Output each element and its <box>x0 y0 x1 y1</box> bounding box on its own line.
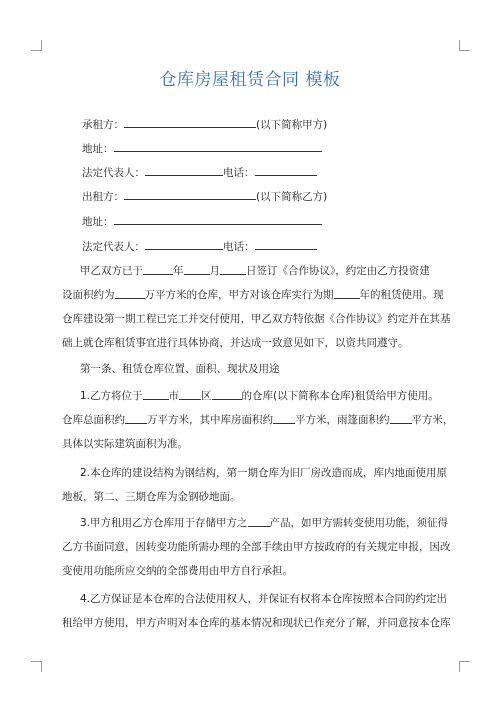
address1-label: 地址： <box>82 143 114 155</box>
document-title <box>0 65 500 90</box>
address1-row <box>82 140 322 156</box>
lessor-label: 出租方： <box>82 191 124 203</box>
lessor-suffix: (以下简称乙方) <box>256 191 328 203</box>
clause1-line-2: 仓库总面积约 万平方米，其中库房面积约 平方米，雨篷面积约 平方米， <box>62 408 444 432</box>
article1-clause3 <box>62 511 451 583</box>
phone1-label: 电话： <box>223 167 255 179</box>
warehouse-area-blank <box>273 411 295 424</box>
lessee-suffix: (以下简称甲方) <box>256 119 328 131</box>
lessor-blank <box>124 188 256 200</box>
canopy-area-blank <box>390 411 412 424</box>
rep1-label: 法定代表人： <box>82 167 145 179</box>
location-blank <box>212 387 242 400</box>
title-suffix: 模板 <box>305 70 341 90</box>
month-blank <box>184 262 210 275</box>
phone1-blank <box>255 164 317 176</box>
rep2-row <box>82 238 317 254</box>
crop-mark-top-right <box>459 40 470 51</box>
rep1-blank <box>145 164 223 176</box>
article1-clause2 <box>62 461 448 509</box>
intro-paragraph <box>62 259 451 355</box>
clause2-line-1: 2.本仓库的建设结构为钢结构，第一期仓库为旧厂房改造而成，库内地面使用原 <box>80 467 448 479</box>
crop-mark-bottom-right <box>459 661 470 672</box>
article1-block <box>62 357 444 381</box>
clause3-line-2: 乙方书面同意，因转变功能所需办理的全部手续由甲方按政府的有关规定申报，因改 <box>62 541 451 553</box>
crop-mark-top-left <box>31 40 42 51</box>
clause4-line-2: 租给甲方使用，甲方声明对本仓库的基本情况和现状已作充分了解，并同意按本仓库 <box>62 617 451 629</box>
area-blank <box>115 286 145 299</box>
lessee-blank <box>124 116 256 128</box>
total-area-blank <box>125 411 147 424</box>
article1-clause1 <box>62 384 454 456</box>
lease-years-blank <box>334 286 360 299</box>
lessee-label: 承租方： <box>82 119 124 131</box>
lessee-row <box>82 116 327 132</box>
rep2-label: 法定代表人： <box>82 241 145 253</box>
address2-row <box>82 213 322 229</box>
rep1-row <box>82 164 317 180</box>
address2-blank <box>114 213 322 225</box>
intro-line-1: 甲乙双方已于 年 月 日签订《合作协议》，约定由乙方投资建 <box>62 259 444 283</box>
phone2-label: 电话： <box>223 241 255 253</box>
rep2-blank <box>145 238 223 250</box>
address1-blank <box>114 140 322 152</box>
clause3-line-1: 3.甲方租用乙方仓库用于存储甲方之 产品，如甲方需转变使用功能，须征得 <box>62 511 444 535</box>
address2-label: 地址： <box>82 216 114 228</box>
city-blank <box>143 387 169 400</box>
phone2-blank <box>255 238 317 250</box>
crop-mark-bottom-left <box>31 661 42 672</box>
clause1-line-3: 具体以实际建筑面积为准。 <box>62 438 188 450</box>
title-main: 仓库房屋租赁合同 <box>159 70 300 90</box>
clause3-line-3: 变使用功能所应交纳的全部费用由甲方自行承担。 <box>62 565 293 577</box>
day-blank <box>220 262 246 275</box>
year-blank <box>143 262 173 275</box>
clause4-line-1: 4.乙方保证是本仓库的合法使用权人，并保证有权将本仓库按照本合同的约定出 <box>80 593 448 605</box>
clause2-line-2: 地板，第二、三期仓库为金钢砂地面。 <box>62 491 241 503</box>
intro-line-3: 仓库建设第一期工程已完工并交付使用，甲乙双方特依据《合作协议》约定并在其基 <box>62 313 451 325</box>
clause1-line-1: 1.乙方将位于 市 区 的仓库(以下简称本仓库)租赁给甲方使用。 <box>62 384 444 408</box>
article1-clause4 <box>62 587 451 635</box>
lessor-row <box>82 188 327 204</box>
district-blank <box>179 387 201 400</box>
intro-line-2: 设面积约为 万平方米的仓库，甲方对该仓库实行为期 年的租赁使用。现 <box>62 283 444 307</box>
intro-line-4: 础上就仓库租赁事宜进行具体协商，并达成一致意见如下，以资共同遵守。 <box>62 337 409 349</box>
product-blank <box>248 514 270 527</box>
article1-heading: 第一条、租赁仓库位置、面积、现状及用途 <box>80 363 280 375</box>
